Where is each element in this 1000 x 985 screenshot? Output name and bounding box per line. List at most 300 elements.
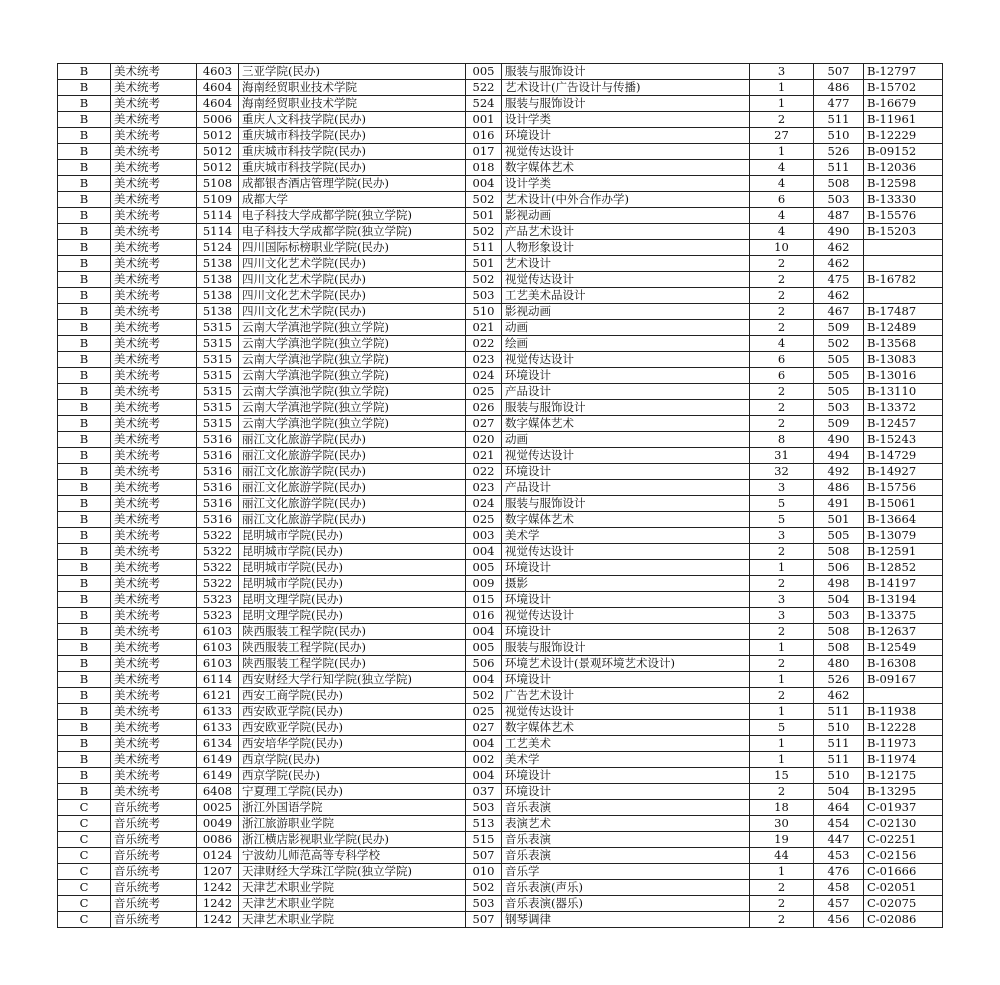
major-code-cell: 010 xyxy=(466,864,502,880)
major-code-cell: 037 xyxy=(466,784,502,800)
school-name-cell: 云南大学滇池学院(独立学院) xyxy=(239,336,466,352)
quota-cell: 15 xyxy=(750,768,814,784)
quota-cell: 2 xyxy=(750,112,814,128)
table-row xyxy=(58,672,943,688)
exam-type-cell: 美术统考 xyxy=(111,688,197,704)
quota-cell: 2 xyxy=(750,576,814,592)
category-cell: B xyxy=(58,304,111,320)
school-name-cell: 重庆城市科技学院(民办) xyxy=(239,160,466,176)
rank-cell: B-16679 xyxy=(864,96,943,112)
major-name-cell: 视觉传达设计 xyxy=(502,144,750,160)
school-code-cell: 0025 xyxy=(197,800,239,816)
major-code-cell: 016 xyxy=(466,608,502,624)
school-code-cell: 5315 xyxy=(197,416,239,432)
major-code-cell: 502 xyxy=(466,688,502,704)
major-code-cell: 501 xyxy=(466,256,502,272)
category-cell: B xyxy=(58,528,111,544)
rank-cell: B-14927 xyxy=(864,464,943,480)
exam-type-cell: 美术统考 xyxy=(111,656,197,672)
score-cell: 494 xyxy=(814,448,864,464)
table-row xyxy=(58,720,943,736)
rank-cell: B-11938 xyxy=(864,704,943,720)
category-cell: B xyxy=(58,112,111,128)
rank-cell: B-13016 xyxy=(864,368,943,384)
exam-type-cell: 美术统考 xyxy=(111,416,197,432)
exam-type-cell: 美术统考 xyxy=(111,240,197,256)
quota-cell: 31 xyxy=(750,448,814,464)
rank-cell: B-09152 xyxy=(864,144,943,160)
quota-cell: 2 xyxy=(750,384,814,400)
school-code-cell: 0124 xyxy=(197,848,239,864)
score-cell: 462 xyxy=(814,256,864,272)
major-name-cell: 艺术设计 xyxy=(502,256,750,272)
major-code-cell: 021 xyxy=(466,448,502,464)
category-cell: C xyxy=(58,848,111,864)
major-name-cell: 动画 xyxy=(502,432,750,448)
quota-cell: 6 xyxy=(750,192,814,208)
quota-cell: 2 xyxy=(750,320,814,336)
school-code-cell: 4604 xyxy=(197,80,239,96)
exam-type-cell: 美术统考 xyxy=(111,304,197,320)
table-row xyxy=(58,896,943,912)
school-code-cell: 6149 xyxy=(197,768,239,784)
quota-cell: 8 xyxy=(750,432,814,448)
school-name-cell: 云南大学滇池学院(独立学院) xyxy=(239,352,466,368)
table-row xyxy=(58,480,943,496)
table-row xyxy=(58,752,943,768)
rank-cell: B-14197 xyxy=(864,576,943,592)
rank-cell: B-12852 xyxy=(864,560,943,576)
table-row xyxy=(58,832,943,848)
score-cell: 454 xyxy=(814,816,864,832)
category-cell: B xyxy=(58,64,111,80)
category-cell: B xyxy=(58,400,111,416)
score-cell: 467 xyxy=(814,304,864,320)
table-row xyxy=(58,784,943,800)
quota-cell: 1 xyxy=(750,560,814,576)
category-cell: B xyxy=(58,688,111,704)
exam-type-cell: 音乐统考 xyxy=(111,848,197,864)
school-code-cell: 5316 xyxy=(197,464,239,480)
school-name-cell: 陕西服装工程学院(民办) xyxy=(239,656,466,672)
exam-type-cell: 美术统考 xyxy=(111,448,197,464)
school-code-cell: 5012 xyxy=(197,160,239,176)
score-cell: 492 xyxy=(814,464,864,480)
school-name-cell: 昆明文理学院(民办) xyxy=(239,608,466,624)
table-row xyxy=(58,368,943,384)
quota-cell: 3 xyxy=(750,608,814,624)
major-code-cell: 503 xyxy=(466,288,502,304)
rank-cell xyxy=(864,288,943,304)
rank-cell: B-11973 xyxy=(864,736,943,752)
quota-cell: 32 xyxy=(750,464,814,480)
major-name-cell: 数字媒体艺术 xyxy=(502,416,750,432)
school-code-cell: 5322 xyxy=(197,528,239,544)
school-code-cell: 6103 xyxy=(197,656,239,672)
score-cell: 457 xyxy=(814,896,864,912)
school-name-cell: 天津艺术职业学院 xyxy=(239,896,466,912)
category-cell: B xyxy=(58,480,111,496)
quota-cell: 4 xyxy=(750,160,814,176)
exam-type-cell: 美术统考 xyxy=(111,720,197,736)
major-code-cell: 004 xyxy=(466,672,502,688)
rank-cell: B-12598 xyxy=(864,176,943,192)
rank-cell: B-16782 xyxy=(864,272,943,288)
rank-cell xyxy=(864,240,943,256)
exam-type-cell: 美术统考 xyxy=(111,208,197,224)
school-code-cell: 6408 xyxy=(197,784,239,800)
table-row xyxy=(58,144,943,160)
school-name-cell: 昆明城市学院(民办) xyxy=(239,576,466,592)
rank-cell: B-15576 xyxy=(864,208,943,224)
category-cell: C xyxy=(58,800,111,816)
quota-cell: 3 xyxy=(750,480,814,496)
exam-type-cell: 音乐统考 xyxy=(111,912,197,928)
category-cell: B xyxy=(58,608,111,624)
category-cell: B xyxy=(58,128,111,144)
quota-cell: 6 xyxy=(750,368,814,384)
table-row xyxy=(58,160,943,176)
category-cell: B xyxy=(58,432,111,448)
category-cell: B xyxy=(58,704,111,720)
category-cell: B xyxy=(58,176,111,192)
major-name-cell: 音乐表演 xyxy=(502,848,750,864)
exam-type-cell: 音乐统考 xyxy=(111,896,197,912)
major-name-cell: 钢琴调律 xyxy=(502,912,750,928)
school-name-cell: 天津艺术职业学院 xyxy=(239,912,466,928)
table-row xyxy=(58,240,943,256)
category-cell: B xyxy=(58,496,111,512)
school-name-cell: 浙江外国语学院 xyxy=(239,800,466,816)
table-row xyxy=(58,176,943,192)
major-code-cell: 513 xyxy=(466,816,502,832)
table-row xyxy=(58,560,943,576)
quota-cell: 2 xyxy=(750,416,814,432)
major-code-cell: 005 xyxy=(466,640,502,656)
school-code-cell: 5315 xyxy=(197,320,239,336)
school-code-cell: 4603 xyxy=(197,64,239,80)
score-cell: 505 xyxy=(814,352,864,368)
school-name-cell: 昆明城市学院(民办) xyxy=(239,528,466,544)
category-cell: B xyxy=(58,416,111,432)
exam-type-cell: 美术统考 xyxy=(111,336,197,352)
exam-type-cell: 美术统考 xyxy=(111,384,197,400)
category-cell: B xyxy=(58,560,111,576)
rank-cell: B-15243 xyxy=(864,432,943,448)
table-row xyxy=(58,608,943,624)
school-code-cell: 5315 xyxy=(197,352,239,368)
major-name-cell: 视觉传达设计 xyxy=(502,352,750,368)
major-name-cell: 工艺美术 xyxy=(502,736,750,752)
exam-type-cell: 美术统考 xyxy=(111,704,197,720)
major-name-cell: 产品设计 xyxy=(502,480,750,496)
school-name-cell: 重庆人文科技学院(民办) xyxy=(239,112,466,128)
major-code-cell: 503 xyxy=(466,896,502,912)
major-code-cell: 004 xyxy=(466,768,502,784)
quota-cell: 1 xyxy=(750,864,814,880)
quota-cell: 2 xyxy=(750,896,814,912)
major-name-cell: 人物形象设计 xyxy=(502,240,750,256)
major-name-cell: 动画 xyxy=(502,320,750,336)
major-name-cell: 产品艺术设计 xyxy=(502,224,750,240)
school-code-cell: 5012 xyxy=(197,128,239,144)
school-code-cell: 1242 xyxy=(197,896,239,912)
category-cell: B xyxy=(58,224,111,240)
school-code-cell: 5006 xyxy=(197,112,239,128)
school-name-cell: 电子科技大学成都学院(独立学院) xyxy=(239,208,466,224)
rank-cell: B-15061 xyxy=(864,496,943,512)
rank-cell: C-02156 xyxy=(864,848,943,864)
rank-cell: B-13110 xyxy=(864,384,943,400)
exam-type-cell: 美术统考 xyxy=(111,624,197,640)
school-name-cell: 丽江文化旅游学院(民办) xyxy=(239,512,466,528)
exam-type-cell: 美术统考 xyxy=(111,496,197,512)
category-cell: B xyxy=(58,272,111,288)
major-code-cell: 016 xyxy=(466,128,502,144)
major-name-cell: 美术学 xyxy=(502,752,750,768)
school-name-cell: 丽江文化旅游学院(民办) xyxy=(239,464,466,480)
school-name-cell: 电子科技大学成都学院(独立学院) xyxy=(239,224,466,240)
category-cell: B xyxy=(58,720,111,736)
quota-cell: 4 xyxy=(750,224,814,240)
category-cell: B xyxy=(58,672,111,688)
score-cell: 508 xyxy=(814,176,864,192)
school-code-cell: 6121 xyxy=(197,688,239,704)
major-code-cell: 507 xyxy=(466,912,502,928)
score-cell: 511 xyxy=(814,112,864,128)
major-name-cell: 摄影 xyxy=(502,576,750,592)
major-code-cell: 023 xyxy=(466,352,502,368)
school-name-cell: 西安培华学院(民办) xyxy=(239,736,466,752)
exam-type-cell: 美术统考 xyxy=(111,400,197,416)
exam-type-cell: 美术统考 xyxy=(111,512,197,528)
quota-cell: 2 xyxy=(750,784,814,800)
major-name-cell: 音乐学 xyxy=(502,864,750,880)
exam-type-cell: 美术统考 xyxy=(111,272,197,288)
school-code-cell: 5124 xyxy=(197,240,239,256)
major-name-cell: 数字媒体艺术 xyxy=(502,512,750,528)
major-name-cell: 数字媒体艺术 xyxy=(502,160,750,176)
score-cell: 504 xyxy=(814,592,864,608)
major-name-cell: 艺术设计(中外合作办学) xyxy=(502,192,750,208)
major-name-cell: 数字媒体艺术 xyxy=(502,720,750,736)
category-cell: B xyxy=(58,80,111,96)
school-code-cell: 5322 xyxy=(197,576,239,592)
table-row xyxy=(58,544,943,560)
table-row xyxy=(58,400,943,416)
major-name-cell: 产品设计 xyxy=(502,384,750,400)
table-row xyxy=(58,704,943,720)
school-code-cell: 6103 xyxy=(197,624,239,640)
major-code-cell: 026 xyxy=(466,400,502,416)
school-name-cell: 西安欧亚学院(民办) xyxy=(239,720,466,736)
table-row xyxy=(58,320,943,336)
school-name-cell: 西京学院(民办) xyxy=(239,768,466,784)
school-code-cell: 5138 xyxy=(197,272,239,288)
school-code-cell: 5138 xyxy=(197,256,239,272)
school-name-cell: 昆明城市学院(民办) xyxy=(239,560,466,576)
exam-type-cell: 音乐统考 xyxy=(111,880,197,896)
school-code-cell: 5316 xyxy=(197,432,239,448)
score-cell: 508 xyxy=(814,544,864,560)
category-cell: B xyxy=(58,736,111,752)
major-name-cell: 服装与服饰设计 xyxy=(502,400,750,416)
category-cell: B xyxy=(58,624,111,640)
major-name-cell: 环境艺术设计(景观环境艺术设计) xyxy=(502,656,750,672)
rank-cell: B-13079 xyxy=(864,528,943,544)
major-name-cell: 环境设计 xyxy=(502,624,750,640)
school-name-cell: 陕西服装工程学院(民办) xyxy=(239,624,466,640)
exam-type-cell: 美术统考 xyxy=(111,640,197,656)
category-cell: C xyxy=(58,864,111,880)
school-code-cell: 5315 xyxy=(197,384,239,400)
rank-cell: B-12457 xyxy=(864,416,943,432)
score-cell: 503 xyxy=(814,400,864,416)
quota-cell: 3 xyxy=(750,64,814,80)
table-row xyxy=(58,768,943,784)
school-code-cell: 5138 xyxy=(197,304,239,320)
score-cell: 486 xyxy=(814,80,864,96)
category-cell: B xyxy=(58,144,111,160)
major-name-cell: 视觉传达设计 xyxy=(502,608,750,624)
category-cell: B xyxy=(58,464,111,480)
major-name-cell: 视觉传达设计 xyxy=(502,704,750,720)
major-code-cell: 005 xyxy=(466,560,502,576)
school-code-cell: 0049 xyxy=(197,816,239,832)
major-name-cell: 音乐表演(器乐) xyxy=(502,896,750,912)
major-name-cell: 视觉传达设计 xyxy=(502,544,750,560)
major-code-cell: 524 xyxy=(466,96,502,112)
exam-type-cell: 美术统考 xyxy=(111,368,197,384)
school-name-cell: 成都银杏酒店管理学院(民办) xyxy=(239,176,466,192)
score-cell: 490 xyxy=(814,224,864,240)
quota-cell: 5 xyxy=(750,512,814,528)
school-name-cell: 云南大学滇池学院(独立学院) xyxy=(239,320,466,336)
exam-type-cell: 音乐统考 xyxy=(111,864,197,880)
major-code-cell: 018 xyxy=(466,160,502,176)
school-name-cell: 四川文化艺术学院(民办) xyxy=(239,304,466,320)
exam-type-cell: 美术统考 xyxy=(111,544,197,560)
exam-type-cell: 美术统考 xyxy=(111,112,197,128)
category-cell: B xyxy=(58,320,111,336)
rank-cell: B-12229 xyxy=(864,128,943,144)
exam-type-cell: 音乐统考 xyxy=(111,816,197,832)
major-name-cell: 视觉传达设计 xyxy=(502,448,750,464)
school-code-cell: 6134 xyxy=(197,736,239,752)
table-body xyxy=(58,64,943,928)
score-cell: 490 xyxy=(814,432,864,448)
table-row xyxy=(58,224,943,240)
quota-cell: 5 xyxy=(750,720,814,736)
table-row xyxy=(58,272,943,288)
score-cell: 506 xyxy=(814,560,864,576)
table-row xyxy=(58,432,943,448)
score-cell: 509 xyxy=(814,320,864,336)
exam-type-cell: 美术统考 xyxy=(111,736,197,752)
exam-type-cell: 美术统考 xyxy=(111,752,197,768)
school-code-cell: 1207 xyxy=(197,864,239,880)
rank-cell: B-12549 xyxy=(864,640,943,656)
category-cell: B xyxy=(58,192,111,208)
school-name-cell: 昆明文理学院(民办) xyxy=(239,592,466,608)
quota-cell: 1 xyxy=(750,736,814,752)
quota-cell: 2 xyxy=(750,272,814,288)
category-cell: B xyxy=(58,160,111,176)
exam-type-cell: 美术统考 xyxy=(111,160,197,176)
major-name-cell: 绘画 xyxy=(502,336,750,352)
school-code-cell: 5316 xyxy=(197,480,239,496)
major-name-cell: 影视动画 xyxy=(502,208,750,224)
school-code-cell: 6103 xyxy=(197,640,239,656)
category-cell: B xyxy=(58,576,111,592)
table-row xyxy=(58,416,943,432)
score-cell: 503 xyxy=(814,192,864,208)
major-code-cell: 503 xyxy=(466,800,502,816)
category-cell: B xyxy=(58,784,111,800)
score-cell: 480 xyxy=(814,656,864,672)
exam-type-cell: 美术统考 xyxy=(111,64,197,80)
score-cell: 475 xyxy=(814,272,864,288)
school-name-cell: 宁波幼儿师范高等专科学校 xyxy=(239,848,466,864)
category-cell: B xyxy=(58,240,111,256)
major-code-cell: 025 xyxy=(466,512,502,528)
major-name-cell: 音乐表演 xyxy=(502,800,750,816)
rank-cell: B-12591 xyxy=(864,544,943,560)
score-cell: 462 xyxy=(814,288,864,304)
table-row xyxy=(58,304,943,320)
exam-type-cell: 美术统考 xyxy=(111,480,197,496)
score-cell: 511 xyxy=(814,736,864,752)
school-name-cell: 天津艺术职业学院 xyxy=(239,880,466,896)
table-row xyxy=(58,800,943,816)
school-name-cell: 成都大学 xyxy=(239,192,466,208)
major-code-cell: 025 xyxy=(466,384,502,400)
category-cell: B xyxy=(58,752,111,768)
score-cell: 503 xyxy=(814,608,864,624)
major-code-cell: 015 xyxy=(466,592,502,608)
category-cell: C xyxy=(58,816,111,832)
quota-cell: 4 xyxy=(750,176,814,192)
quota-cell: 2 xyxy=(750,544,814,560)
school-name-cell: 四川国际标榜职业学院(民办) xyxy=(239,240,466,256)
major-name-cell: 服装与服饰设计 xyxy=(502,96,750,112)
major-name-cell: 广告艺术设计 xyxy=(502,688,750,704)
table-row xyxy=(58,384,943,400)
table-row xyxy=(58,496,943,512)
school-name-cell: 云南大学滇池学院(独立学院) xyxy=(239,416,466,432)
school-name-cell: 天津财经大学珠江学院(独立学院) xyxy=(239,864,466,880)
quota-cell: 2 xyxy=(750,688,814,704)
rank-cell: B-11974 xyxy=(864,752,943,768)
major-code-cell: 005 xyxy=(466,64,502,80)
school-name-cell: 浙江横店影视职业学院(民办) xyxy=(239,832,466,848)
score-cell: 505 xyxy=(814,384,864,400)
score-cell: 507 xyxy=(814,64,864,80)
exam-type-cell: 美术统考 xyxy=(111,432,197,448)
school-name-cell: 西安工商学院(民办) xyxy=(239,688,466,704)
rank-cell: B-15702 xyxy=(864,80,943,96)
quota-cell: 6 xyxy=(750,352,814,368)
rank-cell: B-13330 xyxy=(864,192,943,208)
major-code-cell: 004 xyxy=(466,736,502,752)
major-code-cell: 023 xyxy=(466,480,502,496)
category-cell: C xyxy=(58,912,111,928)
rank-cell: B-13568 xyxy=(864,336,943,352)
school-code-cell: 5316 xyxy=(197,496,239,512)
exam-type-cell: 美术统考 xyxy=(111,320,197,336)
major-code-cell: 501 xyxy=(466,208,502,224)
school-code-cell: 6133 xyxy=(197,704,239,720)
